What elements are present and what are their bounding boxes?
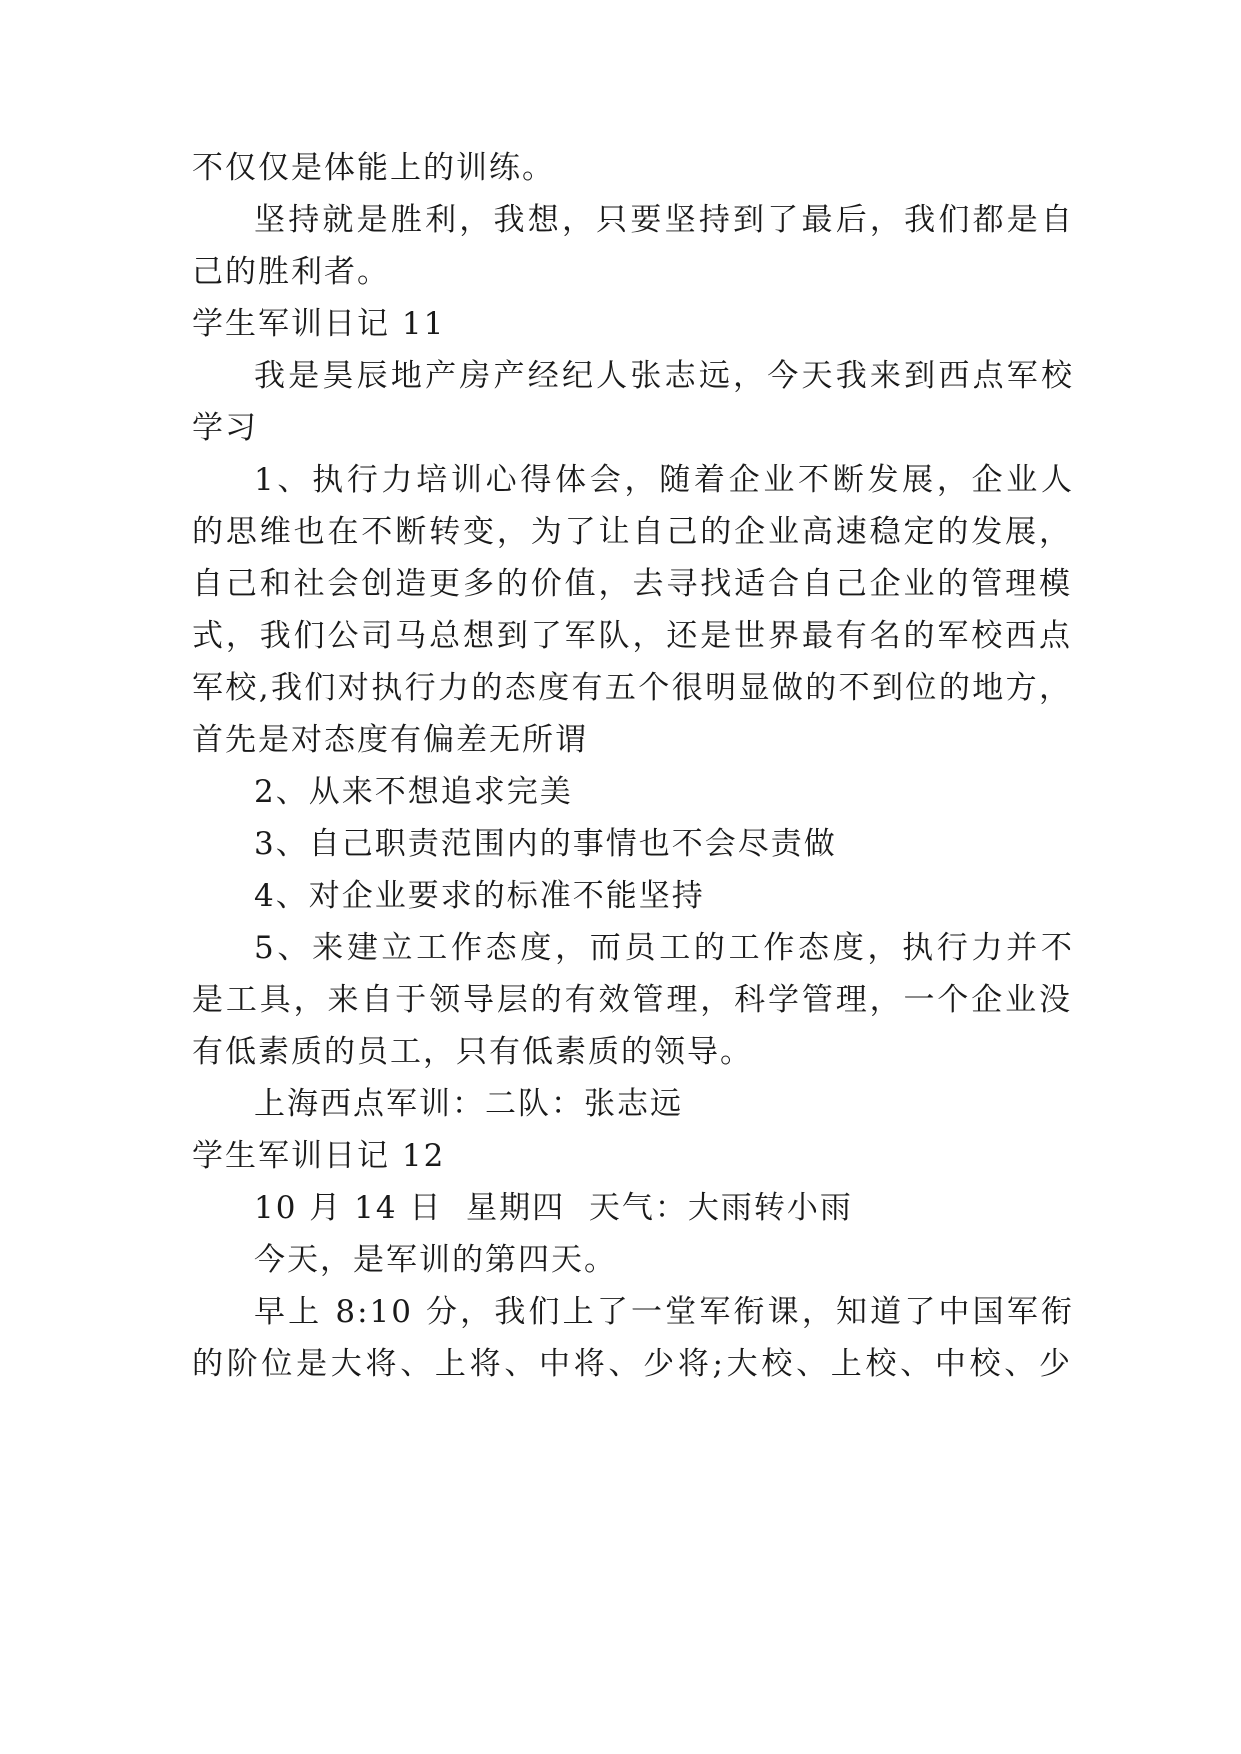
text-line: 坚持就是胜利，我想，只要坚持到了最后，我们都是自 xyxy=(254,202,1074,238)
text-line: 今天，是军训的第四天。 xyxy=(254,1242,617,1278)
text-line: 的思维也在不断转变，为了让自己的企业高速稳定的发展， xyxy=(192,514,1072,550)
list-item: 3、自己职责范围内的事情也不会尽责做 xyxy=(254,826,837,862)
section-heading: 学生军训日记 11 xyxy=(192,306,446,342)
text-line: 早上 8:10 分，我们上了一堂军衔课，知道了中国军衔 xyxy=(254,1294,1074,1330)
text-line: 是工具，来自于领导层的有效管理，科学管理，一个企业没 xyxy=(192,982,1072,1018)
list-item: 4、对企业要求的标准不能坚持 xyxy=(254,878,705,914)
text-line: 军校,我们对执行力的态度有五个很明显做的不到位的地方， xyxy=(192,670,1072,706)
text-line: 己的胜利者。 xyxy=(192,254,390,290)
text-line: 首先是对态度有偏差无所谓 xyxy=(192,722,588,758)
section-heading: 学生军训日记 12 xyxy=(192,1138,446,1174)
text-line: 有低素质的员工，只有低素质的领导。 xyxy=(192,1034,753,1070)
list-item: 5、来建立工作态度，而员工的工作态度，执行力并不 xyxy=(254,930,1074,966)
list-item: 2、从来不想追求完美 xyxy=(254,774,573,810)
text-line: 学习 xyxy=(192,410,258,446)
date-weather-line: 10 月 14 日 星期四 天气：大雨转小雨 xyxy=(254,1190,853,1226)
list-item: 1、执行力培训心得体会，随着企业不断发展，企业人 xyxy=(254,462,1074,498)
text-line: 式，我们公司马总想到了军队，还是世界最有名的军校西点 xyxy=(192,618,1072,654)
text-line: 的阶位是大将、上将、中将、少将;大校、上校、中校、少 xyxy=(192,1346,1072,1382)
signature-line: 上海西点军训：二队：张志远 xyxy=(254,1086,683,1122)
text-line: 不仅仅是体能上的训练。 xyxy=(192,150,555,186)
text-line: 我是昊辰地产房产经纪人张志远，今天我来到西点军校 xyxy=(254,358,1074,394)
text-line: 自己和社会创造更多的价值，去寻找适合自己企业的管理模 xyxy=(192,566,1072,602)
